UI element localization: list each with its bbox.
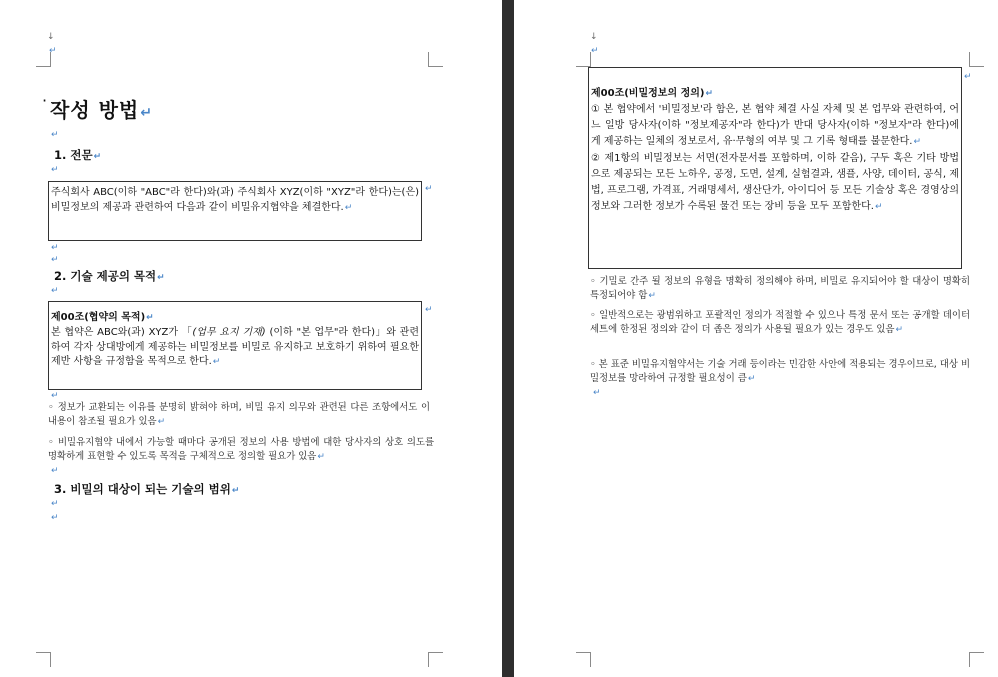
section-heading-preamble: 1. 전문↵ (54, 148, 102, 162)
crop-mark (969, 52, 984, 67)
paragraph-mark: ↵ (51, 499, 59, 509)
clause-2: ② 제1항의 비밀정보는 서면(전자문서를 포함하며, 이하 같음), 구두 혹은 기타 방법으로 제공되는 모든 노하우, 공정, 도면, 설계, 실험결과, 샘플, 사양, 데이터, 공식, 제법, 프로그램, 가격표, 거래명세서, 생산단가, 아이디어 등 모든 기술상 혹은 경영상의 정보와 그러한 정보가 수록된 물건 또는 장비 등을 모두 포함한다.↵ (591, 152, 959, 213)
guidance-note: ◦ 정보가 교환되는 이유를 분명히 밝혀야 하며, 비밀 유지 의무와 관련된 다른 조항에서도 이 내용이 참조될 필요가 있음↵ (48, 402, 430, 427)
paragraph-mark: ↵ (51, 513, 59, 523)
crop-mark (576, 52, 591, 67)
paragraph-mark: ↵ (425, 184, 433, 194)
article-definition-box (588, 67, 962, 269)
article-purpose-box (48, 301, 422, 390)
page-gutter (502, 0, 514, 677)
guidance-note: ◦ 일반적으로는 광범위하고 포괄적인 정의가 적절할 수 있으나 특정 문서 또는 공개할 데이터 세트에 한정된 정의와 같이 더 좁은 정의가 사용될 필요가 있는 경우도 있음↵ (590, 310, 970, 335)
paragraph-mark: ↵ (51, 391, 59, 401)
bullet-dot: · (42, 91, 48, 110)
page-title: 작성 방법↵ (50, 98, 153, 122)
paragraph-mark: ↵ (51, 286, 59, 296)
section-heading-purpose: 2. 기술 제공의 목적↵ (54, 269, 165, 283)
guidance-note: ◦ 본 표준 비밀유지협약서는 기술 거래 등이라는 민감한 사안에 적용되는 경우이므로, 대상 비밀정보를 망라하여 규정할 필요성이 큼↵ (590, 359, 970, 384)
paragraph-mark: ↵ (425, 305, 433, 315)
crop-mark (969, 652, 984, 667)
paragraph-mark: ↵ (51, 243, 59, 253)
crop-mark (36, 652, 51, 667)
section-arrow-mark: ↓ (47, 32, 55, 42)
paragraph-mark: ↵ (593, 388, 601, 398)
crop-mark (428, 52, 443, 67)
placeholder-italic: (업무 요지 기재) (192, 327, 266, 338)
paragraph-mark: ↵ (49, 46, 57, 56)
section-arrow-mark: ↓ (590, 32, 598, 42)
paragraph-mark: ↵ (591, 46, 599, 56)
section-heading-scope: 3. 비밀의 대상이 되는 기술의 범위↵ (54, 482, 240, 496)
article-title: 제00조(비밀정보의 정의)↵ (591, 88, 714, 99)
paragraph-mark: ↵ (51, 165, 59, 175)
guidance-note: ◦ 비밀유지협약 내에서 가능할 때마다 공개된 정보의 사용 방법에 대한 당사자의 상호 의도를 명확하게 표현할 수 있도록 목적을 구체적으로 정의할 필요가 있음↵ (48, 437, 434, 462)
article-title: 제00조(협약의 목적)↵ (51, 312, 154, 323)
guidance-note: ◦ 기밀로 간주 될 정보의 유형을 명확히 정의해야 하며, 비밀로 유지되어야 할 대상이 명확히 특정되어야 함↵ (590, 276, 970, 301)
clause-1: ① 본 협약에서 '비밀정보'라 함은, 본 협약 체결 사실 자체 및 본 업무와 관련하여, 어느 일방 당사자(이하 "정보제공자"라 한다)가 반대 당사자(이하 "정보자"라 한다)에게 제공하는 일체의 정보로서, 유·무형의 여부 및 그 기록 형태를 불문한다.↵ (591, 104, 959, 148)
paragraph-mark: ↵ (51, 466, 59, 476)
preamble-text: 주식회사 ABC(이하 "ABC"라 한다)와(과) 주식회사 XYZ(이하 "XYZ"라 한다)는(은) 비밀정보의 제공과 관련하여 다음과 같이 비밀유지협약을 체결한다.↵ (51, 187, 419, 213)
article-purpose-text: 본 협약은 ABC와(과) XYZ가 「(업무 요지 기재) (이하 "본 업무"라 한다)」와 관련하여 각자 상대방에게 제공하는 비밀정보를 비밀로 유지하고 보호하기 위하여 필요한 제반 사항을 규정함을 목적으로 한다.↵ (51, 327, 419, 367)
paragraph-mark: ↵ (51, 255, 59, 265)
crop-mark (576, 652, 591, 667)
crop-mark (428, 652, 443, 667)
document-page-right (514, 0, 998, 677)
paragraph-mark: ↵ (51, 130, 59, 140)
paragraph-mark: ↵ (964, 72, 972, 82)
preamble-box (48, 181, 422, 241)
